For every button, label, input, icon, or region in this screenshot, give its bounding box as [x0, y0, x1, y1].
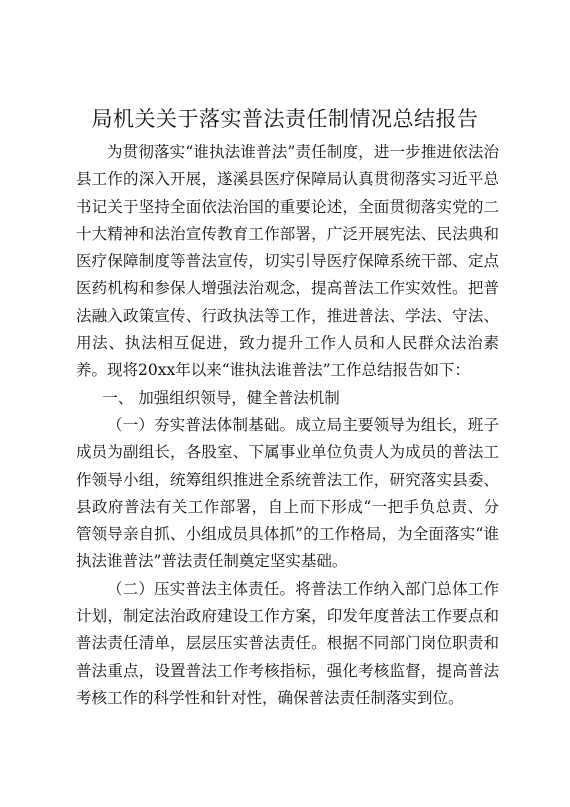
document-body — [76, 139, 499, 712]
subsection-paragraph-1: （一）夯实普法体制基础。成立局主要领导为组长，班子成员为副组长，各股室、下属事业单位负责人为成员的普法工作领导小组，统筹组织推进全系统普法工作，研究落实县委、县政府普法有关工作部署，自上而下形成“一把手负总责、分管领导亲自抓、小组成员具体抓”的工作格局，为全面落实“谁执法谁普法”普法责任制奠定坚实基础。 — [76, 415, 499, 571]
document-title: 局机关关于落实普法责任制情况总结报告 — [91, 107, 479, 131]
subsection-paragraph-2: （二）压实普法主体责任。将普法工作纳入部门总体工作计划，制定法治政府建设工作方案，印发年度普法工作要点和普法责任清单，层层压实普法责任。根据不同部门岗位职责和普法重点，设置普法工作考核指标，强化考核监督，提高普法考核工作的科学性和针对性，确保普法责任制落实到位。 — [76, 579, 499, 707]
section-heading: 一、 加强组织领导，健全普法机制 — [102, 388, 340, 407]
intro-paragraph: 为贯彻落实“谁执法谁普法”责任制度，进一步推进依法治县工作的深入开展，遂溪县医疗保障局认真贯彻落实习近平总书记关于坚持全面依法治国的重要论述，全面贯彻落实党的二十大精神和法治宣传教育工作部署，广泛开展宪法、民法典和医疗保障制度等普法宣传，切实引导医疗保障系统干部、定点医药机构和参保人增强法治观念，提高普法工作实效性。把普法融入政策宣传、行政执法等工作，推进普法、学法、守法、用法、执法相互促进，致力提升工作人员和人民群众法治素养。现将20xx年以来“谁执法谁普法”工作总结报告如下： — [76, 143, 499, 380]
